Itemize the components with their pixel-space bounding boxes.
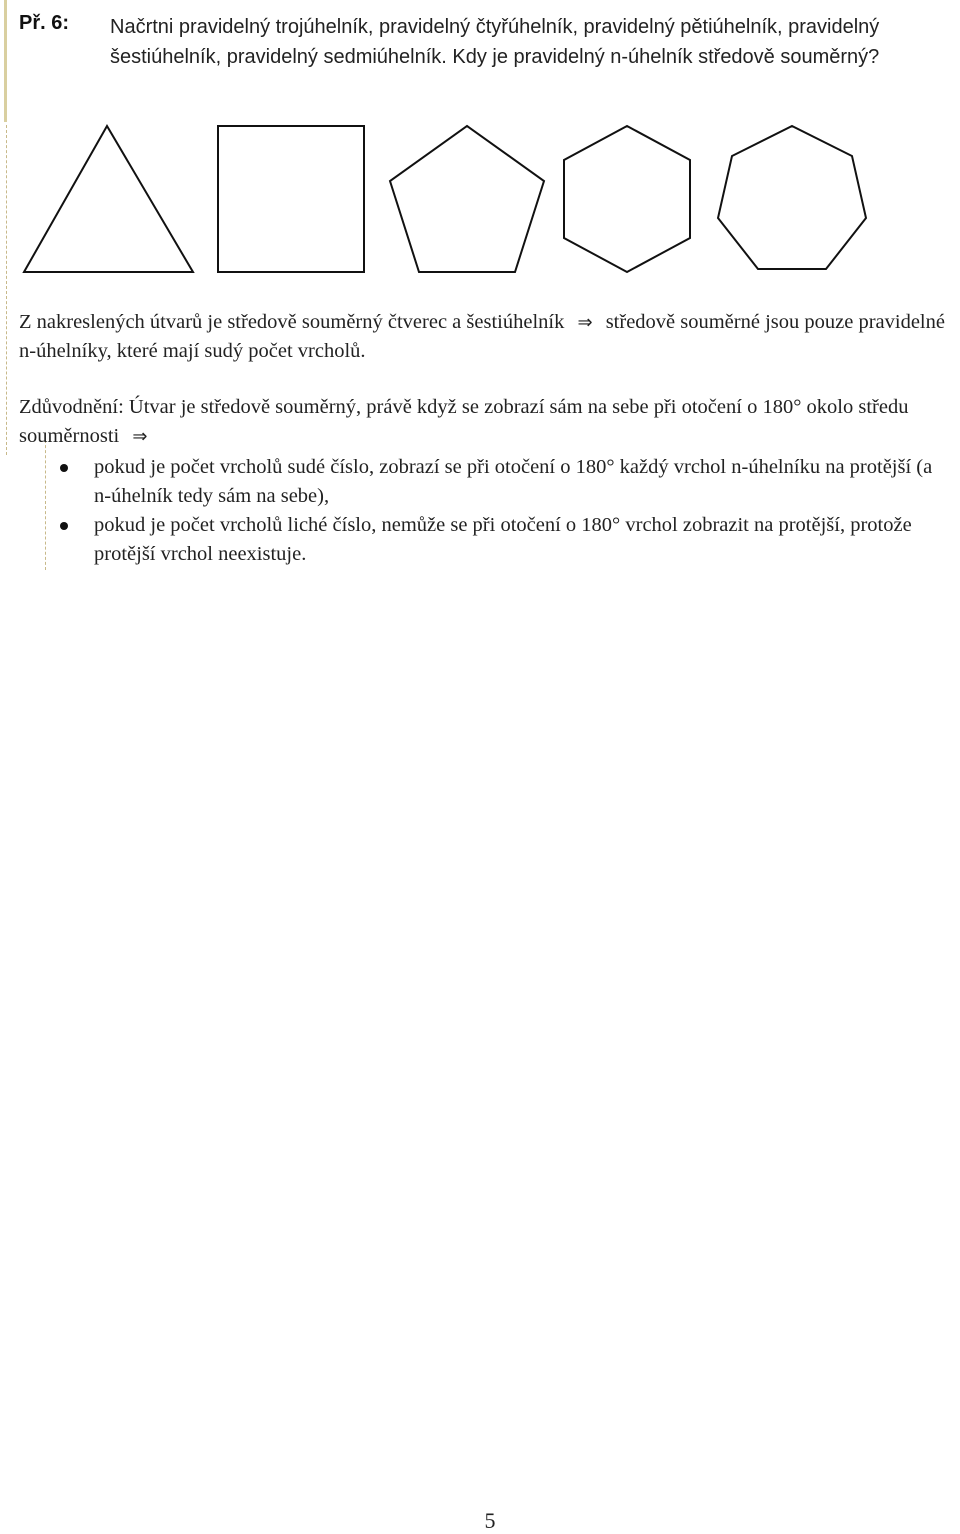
- list-item: [60, 511, 940, 569]
- task-text: Načrtni pravidelný trojúhelník, pravidelný čtyřúhelník, pravidelný pětiúhelník, pravidelný šestiúhelník, pravidelný sedmiúhelník. Kdy je pravidelný n-úhelník středově souměrný?: [110, 16, 880, 68]
- task-label: Př. 6:: [19, 12, 70, 34]
- triangle-shape: [24, 126, 193, 272]
- answer-part2: středově souměrné jsou pouze pravidelné n-úhelníky, které mají sudý počet vrcholů.: [19, 311, 945, 362]
- square-shape: [218, 126, 364, 272]
- bullet-icon: [60, 522, 68, 530]
- implies-arrow: ⇒: [577, 312, 593, 333]
- margin-dashed-line-2: [45, 440, 46, 570]
- implies-arrow-2: ⇒: [132, 426, 148, 447]
- list-item: [60, 453, 940, 511]
- pentagon-shape: [390, 126, 544, 272]
- page-number: 5: [484, 1508, 496, 1533]
- margin-bar: [4, 0, 7, 122]
- justification-list: [60, 453, 940, 569]
- hexagon-shape: [564, 126, 690, 272]
- justification-text: Zdůvodnění: Útvar je středově souměrný, právě když se zobrazí sám na sebe při otočení o 180° okolo středu souměrnosti: [19, 396, 909, 447]
- bullet-icon: [60, 464, 68, 472]
- list-item-text: pokud je počet vrcholů liché číslo, nemůže se při otočení o 180° vrchol zobrazit na protější, protože protější vrchol neexistuje.: [94, 514, 912, 565]
- answer-paragraph: [19, 308, 959, 366]
- justification-paragraph: [19, 393, 959, 451]
- polygon-figures: [0, 118, 960, 283]
- list-item-text: pokud je počet vrcholů sudé číslo, zobrazí se při otočení o 180° každý vrchol n-úhelníku na protější (a n-úhelník tedy sám na sebe),: [94, 456, 933, 507]
- heptagon-shape: [718, 126, 866, 269]
- answer-part1: Z nakreslených útvarů je středově souměrný čtverec a šestiúhelník: [19, 311, 565, 333]
